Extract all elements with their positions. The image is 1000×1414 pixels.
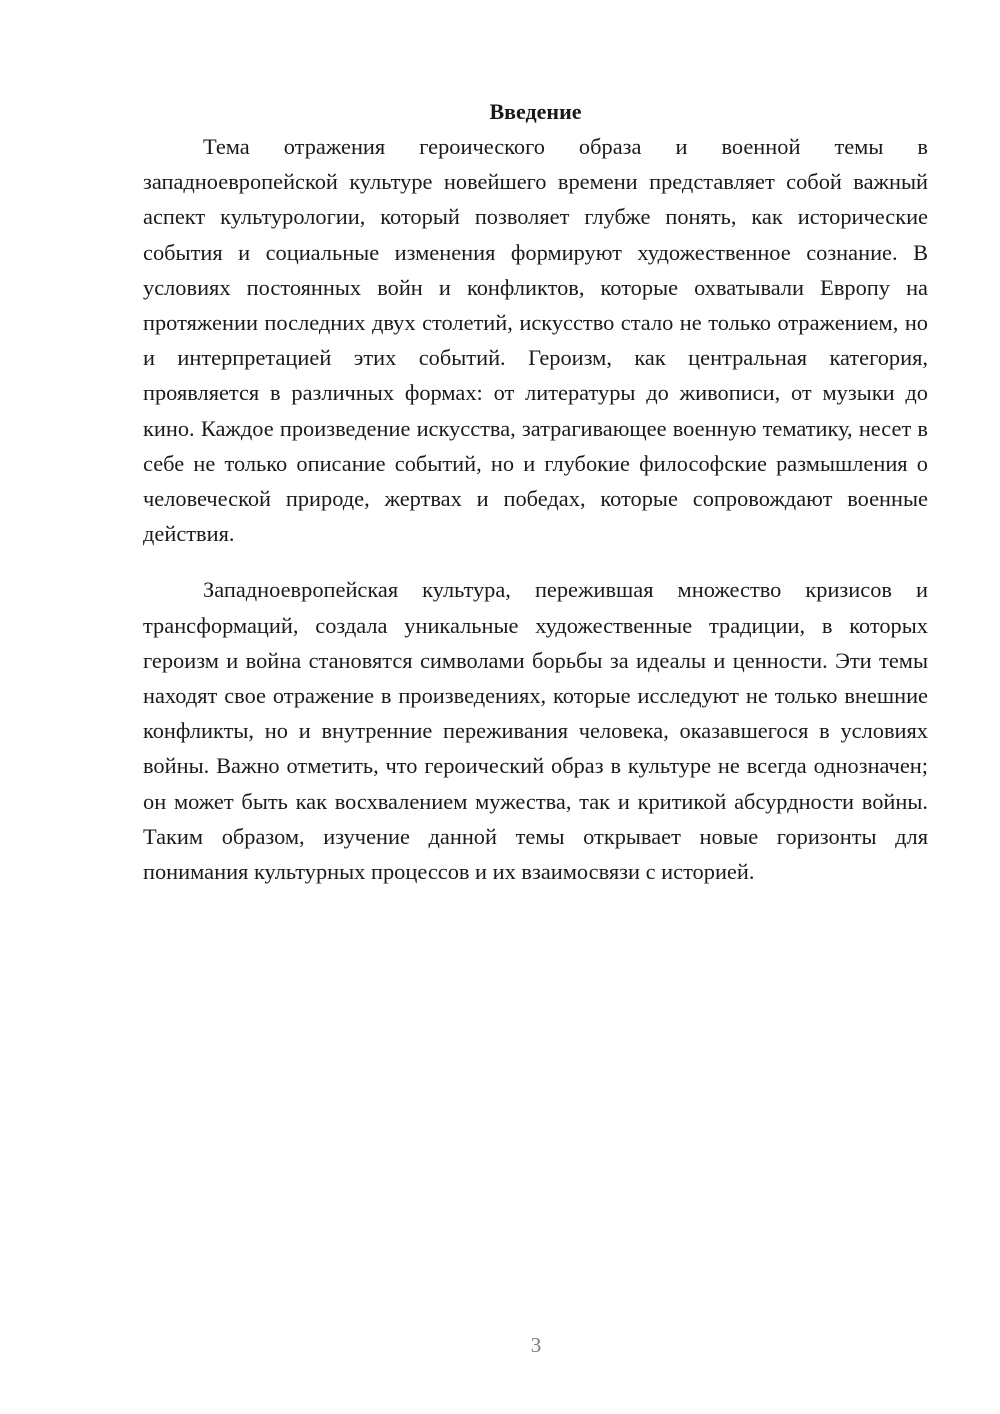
page-content [143,94,928,889]
paragraph-1: Тема отражения героического образа и военной темы в западноевропейской культуре новейшего времени представляет собой важный аспект культурологии, который позволяет глубже понять, как исторические события и социальные изменения формируют художественное сознание. В условиях постоянных войн и конфликтов, которые охватывали Европу на протяжении последних двух столетий, искусство стало не только отражением, но и интерпретацией этих событий. Героизм, как центральная категория, проявляется в различных формах: от литературы до живописи, от музыки до кино. Каждое произведение искусства, затрагивающее военную тематику, несет в себе не только описание событий, но и глубокие философские размышления о человеческой природе, жертвах и победах, которые сопровождают военные действия. [143,134,928,547]
page-title: Введение [489,99,582,124]
page-number: 3 [530,1333,542,1357]
paragraph-2: Западноевропейская культура, пережившая множество кризисов и трансформаций, создала уникальные художественные традиции, в которых героизм и война становятся символами борьбы за идеалы и ценности. Эти темы находят свое отражение в произведениях, которые исследуют не только внешние конфликты, но и внутренние переживания человека, оказавшегося в условиях войны. Важно отметить, что героический образ в культуре не всегда однозначен; он может быть как восхвалением мужества, так и критикой абсурдности войны. Таким образом, изучение данной темы открывает новые горизонты для понимания культурных процессов и их взаимосвязи с историей. [143,577,928,885]
